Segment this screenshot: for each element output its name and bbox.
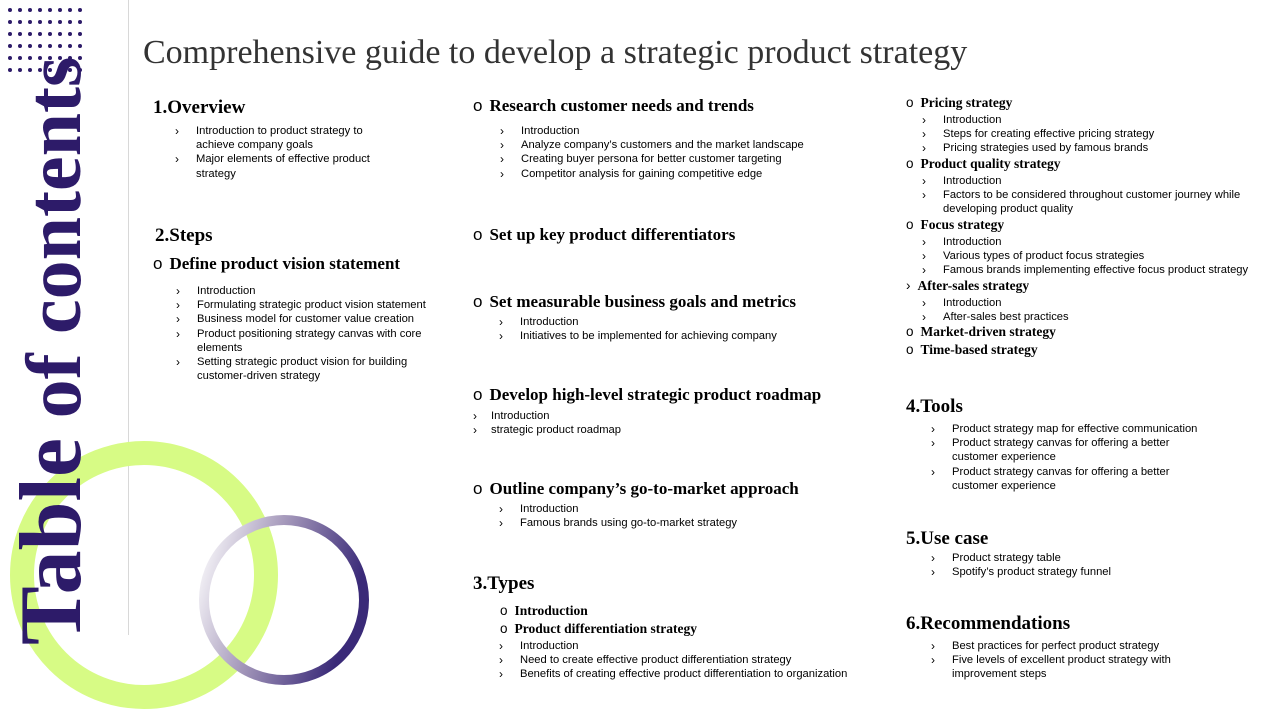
differentiators-heading: o Set up key product differentiators [473, 225, 736, 244]
list-item: › Best practices for perfect product strategy [930, 639, 1210, 653]
focus-list [921, 235, 1277, 278]
quality-heading: o Product quality strategy [906, 156, 1061, 171]
section-types-heading: 3.Types [473, 573, 535, 594]
list-item: › Initiatives to be implemented for achieving company [498, 329, 878, 343]
tools-list [930, 422, 1215, 493]
pricing-list [921, 113, 1271, 156]
time-based-title: Time-based strategy [920, 342, 1038, 357]
list-item: › After-sales best practices [921, 310, 1271, 324]
types-introduction: o Introduction [500, 603, 588, 618]
time-based-heading: o Time-based strategy [906, 342, 1038, 357]
overview-list [174, 124, 374, 181]
define-vision-title: Define product vision statement [169, 254, 401, 273]
goals-heading: o Set measurable business goals and metrics [473, 292, 796, 311]
list-item: › Famous brands implementing effective focus product strategy [921, 263, 1277, 277]
list-item: › Analyze company’s customers and the market landscape [499, 138, 879, 152]
list-item: › Factors to be considered throughout customer journey while developing product quality [921, 188, 1271, 216]
goals-title: Set measurable business goals and metrics [489, 292, 796, 311]
section-overview-heading: 1.Overview [153, 97, 246, 118]
quality-list [921, 174, 1271, 217]
goals-list [498, 315, 878, 343]
differentiation-list [498, 639, 888, 682]
market-driven-title: Market-driven strategy [920, 324, 1056, 339]
list-item: › Creating buyer persona for better customer targeting [499, 152, 879, 166]
list-item: › Product strategy table [930, 551, 1230, 565]
list-item: › Introduction [921, 296, 1271, 310]
list-item: › strategic product roadmap [472, 423, 872, 437]
gtm-title: Outline company’s go-to-market approach [489, 479, 799, 498]
section-tools-heading: 4.Tools [906, 396, 963, 417]
list-item: › Formulating strategic product vision statement [175, 298, 455, 312]
list-item: › Product positioning strategy canvas with core elements [175, 327, 455, 355]
differentiators-title: Set up key product differentiators [489, 225, 736, 244]
roadmap-heading: o Develop high-level strategic product roadmap [473, 385, 822, 404]
section-use-case-heading: 5.Use case [906, 528, 989, 549]
list-item: › Introduction [498, 639, 888, 653]
focus-heading: o Focus strategy [906, 217, 1005, 232]
define-vision-list [175, 284, 455, 383]
aftersales-heading [906, 278, 1029, 295]
list-item: › Introduction [921, 235, 1277, 249]
types-introduction-label: Introduction [514, 603, 588, 618]
aftersales-list [921, 296, 1271, 324]
list-item: › Introduction to product strategy to achieve company goals [174, 124, 374, 152]
list-item: › Setting strategic product vision for building customer-driven strategy [175, 355, 455, 383]
gtm-heading: o Outline company’s go-to-market approach [473, 479, 799, 498]
list-item: › Major elements of effective product strategy [174, 152, 374, 180]
list-item: › Famous brands using go-to-market strategy [498, 516, 878, 530]
pricing-title: Pricing strategy [920, 95, 1013, 110]
differentiation-title: Product differentiation strategy [514, 621, 697, 636]
roadmap-title: Develop high-level strategic product roadmap [489, 385, 822, 404]
list-item: › Steps for creating effective pricing strategy [921, 127, 1271, 141]
list-item: › Product strategy canvas for offering a better customer experience [930, 465, 1215, 493]
market-driven-heading: o Market-driven strategy [906, 324, 1056, 339]
table-of-contents-vertical-title [3, 56, 100, 645]
list-item: › Introduction [498, 502, 878, 516]
list-item: › Benefits of creating effective product differentiation to organization [498, 667, 888, 681]
research-list [499, 124, 879, 181]
list-item: › Pricing strategies used by famous brands [921, 141, 1271, 155]
differentiation-heading: o Product differentiation strategy [500, 621, 697, 636]
list-item: › Introduction [499, 124, 879, 138]
pricing-heading: o Pricing strategy [906, 95, 1013, 110]
research-heading: o Research customer needs and trends [473, 96, 754, 115]
section-steps-heading: 2.Steps [155, 225, 213, 246]
page-title: Comprehensive guide to develop a strategic product strategy [143, 34, 968, 71]
list-item: › Introduction [175, 284, 455, 298]
list-item: › Introduction [921, 113, 1271, 127]
list-item: › Various types of product focus strategies [921, 249, 1277, 263]
use-case-list [930, 551, 1230, 579]
recommendations-list [930, 639, 1210, 682]
side-title-part1: Table [3, 437, 100, 645]
list-item: › Spotify’s product strategy funnel [930, 565, 1230, 579]
section-recommendations-heading: 6.Recommendations [906, 613, 1071, 634]
quality-title: Product quality strategy [920, 156, 1061, 171]
aftersales-title: After-sales strategy [917, 278, 1030, 293]
list-item: › Introduction [921, 174, 1271, 188]
focus-title: Focus strategy [920, 217, 1005, 232]
research-title: Research customer needs and trends [489, 96, 754, 115]
list-item: › Product strategy canvas for offering a better customer experience [930, 436, 1215, 464]
list-item: › Introduction [472, 409, 872, 423]
gtm-list [498, 502, 878, 530]
list-item: › Five levels of excellent product strategy with improvement steps [930, 653, 1210, 681]
list-item: › Need to create effective product differentiation strategy [498, 653, 888, 667]
define-vision-heading: o Define product vision statement [153, 254, 401, 273]
purple-ring [204, 520, 364, 680]
list-item: › Introduction [498, 315, 878, 329]
list-item: › Business model for customer value creation [175, 312, 455, 326]
list-item: › Competitor analysis for gaining competitive edge [499, 167, 879, 181]
side-title-part2: of contents [10, 56, 97, 419]
list-item: › Product strategy map for effective communication [930, 422, 1215, 436]
aftersales-marker: › [906, 278, 911, 293]
roadmap-list [472, 409, 872, 437]
